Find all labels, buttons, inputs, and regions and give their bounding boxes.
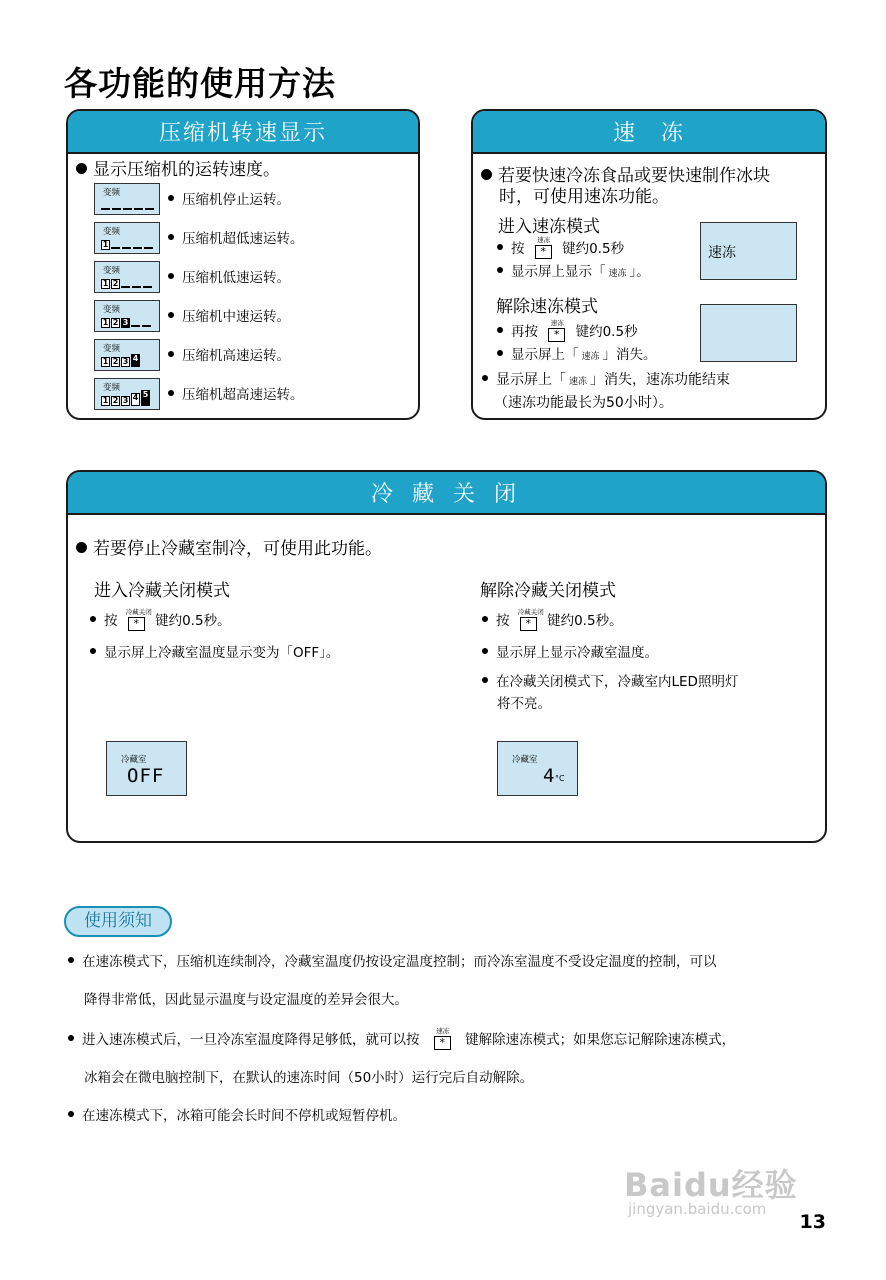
speed-block: 1 xyxy=(102,318,109,327)
enter-fridge-off-title: 进入冷藏关闭模式 xyxy=(94,581,230,601)
bullet-icon xyxy=(68,1111,74,1117)
speed-block: 3 xyxy=(122,318,129,327)
fridge-off-key-icon: 冷藏关闭 * xyxy=(125,608,152,630)
fridge-temp-lcd-unit: °C xyxy=(555,774,565,783)
bullet-icon xyxy=(168,351,174,357)
speed-lcd xyxy=(94,339,160,371)
bullet-icon xyxy=(90,616,96,622)
compressor-panel-header: 压缩机转速显示 xyxy=(68,111,418,154)
speed-dash xyxy=(123,208,132,210)
notice-item-1: 在速冻模式下，压缩机连续制冷，冷藏室温度仍按设定温度控制；而冷冻室温度不受设定温度的控制，可以 xyxy=(68,953,717,971)
exit-fridge-off-title: 解除冷藏关闭模式 xyxy=(480,581,616,601)
speed-dash xyxy=(143,286,152,288)
notice-item-2-line2: 冰箱会在微电脑控制下，在默认的速冻时间（50小时）运行完后自动解除。 xyxy=(84,1070,534,1086)
speed-description: 压缩机低速运转。 xyxy=(168,269,290,287)
speed-description: 压缩机超低速运转。 xyxy=(168,230,304,248)
quick-freeze-lead-line2: 时，可使用速冻功能。 xyxy=(499,187,669,207)
exit-fridge-off-press: 按 冷藏关闭 * 键约0.5秒。 xyxy=(482,612,623,631)
bullet-icon xyxy=(497,350,503,356)
speed-blocks xyxy=(101,208,156,211)
speed-lcd-label: 变频 xyxy=(103,383,121,393)
speed-dash xyxy=(132,286,141,288)
speed-block: 1 xyxy=(102,396,109,405)
exit-fridge-off-led-line2: 将不亮。 xyxy=(497,696,551,712)
enter-fridge-off-press: 按 冷藏关闭 * 键约0.5秒。 xyxy=(90,612,231,631)
fridge-off-lcd: 冷藏室 OFF xyxy=(106,741,187,796)
enter-quick-freeze-title: 进入速冻模式 xyxy=(498,217,600,237)
speed-block: 4 xyxy=(131,354,140,367)
notice-item-1-line2: 降得非常低，因此显示温度与设定温度的差异会很大。 xyxy=(84,992,408,1008)
notice-item-2: 进入速冻模式后，一旦冷冻室温度降得足够低，就可以按 速冻 * 键解除速冻模式；如果您忘记解除速冻模式， xyxy=(68,1031,735,1050)
quick-freeze-key-icon: 速冻 * xyxy=(548,328,565,342)
bullet-icon xyxy=(90,648,96,654)
bullet-icon xyxy=(482,375,488,381)
bullet-icon xyxy=(168,234,174,240)
speed-dash xyxy=(133,247,142,249)
fridge-off-key-icon: 冷藏关闭 * xyxy=(517,608,544,630)
speed-lcd xyxy=(94,300,160,332)
speed-dash xyxy=(111,247,120,249)
speed-blocks xyxy=(101,318,153,328)
speed-dash xyxy=(121,286,130,288)
speed-block: 2 xyxy=(112,279,119,288)
fridge-off-lead: 若要停止冷藏室制冷，可使用此功能。 xyxy=(76,538,382,560)
speed-dash xyxy=(144,247,153,249)
speed-description: 压缩机停止运转。 xyxy=(168,191,290,209)
quick-freeze-lcd-off xyxy=(700,304,797,362)
page-title: 各功能的使用方法 xyxy=(64,64,336,103)
bullet-icon xyxy=(497,267,503,273)
exit-quick-freeze-press: 再按 速冻 * 键约0.5秒 xyxy=(497,323,638,342)
speed-lcd xyxy=(94,183,160,215)
quick-freeze-lcd-text: 速冻 xyxy=(708,245,736,261)
speed-dash xyxy=(134,208,143,210)
quick-freeze-end-line2: （速冻功能最长为50小时）。 xyxy=(494,395,673,411)
speed-block: 1 xyxy=(102,279,109,288)
bullet-icon xyxy=(482,648,488,654)
quick-freeze-key-icon: 速冻 * xyxy=(434,1036,451,1050)
exit-fridge-off-led: 在冷藏关闭模式下，冷藏室内LED照明灯 xyxy=(482,673,738,691)
bullet-icon xyxy=(481,169,492,180)
speed-blocks xyxy=(101,240,155,250)
fridge-temp-lcd: 冷藏室 4 °C xyxy=(497,741,578,796)
speed-blocks xyxy=(101,279,154,289)
speed-block: 2 xyxy=(112,318,119,327)
exit-quick-freeze-display: 显示屏上「 速冻 」消失。 xyxy=(497,346,657,366)
speed-description: 压缩机中速运转。 xyxy=(168,308,290,326)
bullet-icon xyxy=(482,677,488,683)
compressor-lead: 显示压缩机的运转速度。 xyxy=(76,159,280,181)
speed-blocks xyxy=(101,390,151,406)
fridge-off-lcd-value: OFF xyxy=(127,765,165,787)
speed-dash xyxy=(131,325,140,327)
speed-dash xyxy=(145,208,154,210)
notice-item-3: 在速冻模式下，冰箱可能会长时间不停机或短暂停机。 xyxy=(68,1107,406,1125)
quick-freeze-lcd xyxy=(700,222,797,280)
page-number: 13 xyxy=(799,1211,826,1233)
speed-blocks xyxy=(101,354,141,367)
speed-lcd-label: 变频 xyxy=(103,266,121,276)
speed-block: 2 xyxy=(112,396,119,405)
bullet-icon xyxy=(76,163,87,174)
enter-fridge-off-display: 显示屏上冷藏室温度显示变为「OFF」。 xyxy=(90,644,339,662)
speed-lcd-label: 变频 xyxy=(103,305,121,315)
speed-dash xyxy=(101,208,110,210)
bullet-icon xyxy=(168,195,174,201)
bullet-icon xyxy=(482,616,488,622)
notice-badge: 使用须知 xyxy=(64,906,172,937)
quick-freeze-panel-header: 速 冻 xyxy=(473,111,825,154)
speed-description: 压缩机超高速运转。 xyxy=(168,386,304,404)
speed-block: 1 xyxy=(102,240,109,249)
fridge-temp-lcd-value: 4 xyxy=(543,765,555,787)
speed-lcd xyxy=(94,378,160,410)
speed-lcd-label: 变频 xyxy=(103,188,121,198)
watermark-url: jingyan.baidu.com xyxy=(628,1200,767,1218)
speed-lcd-label: 变频 xyxy=(103,227,121,237)
bullet-icon xyxy=(68,1035,74,1041)
bullet-icon xyxy=(76,542,87,553)
speed-dash xyxy=(112,208,121,210)
speed-block: 1 xyxy=(102,357,109,366)
watermark-brand: Baidu经验 xyxy=(624,1166,798,1204)
quick-freeze-key-icon: 速冻 * xyxy=(535,245,552,259)
exit-fridge-off-display: 显示屏上显示冷藏室温度。 xyxy=(482,644,658,662)
speed-lcd xyxy=(94,261,160,293)
exit-quick-freeze-title: 解除速冻模式 xyxy=(496,297,598,317)
fridge-off-panel-header: 冷 藏 关 闭 xyxy=(68,472,825,515)
bullet-icon xyxy=(68,957,74,963)
bullet-icon xyxy=(497,327,503,333)
speed-block: 3 xyxy=(122,396,129,405)
speed-dash xyxy=(122,247,131,249)
speed-lcd xyxy=(94,222,160,254)
bullet-icon xyxy=(497,244,503,250)
speed-dash xyxy=(142,325,151,327)
speed-description: 压缩机高速运转。 xyxy=(168,347,290,365)
quick-freeze-end: 显示屏上「 速冻 」消失，速冻功能结束 xyxy=(482,371,730,391)
speed-block: 4 xyxy=(131,393,140,406)
speed-block: 5 xyxy=(141,390,150,406)
speed-block: 2 xyxy=(112,357,119,366)
bullet-icon xyxy=(168,312,174,318)
bullet-icon xyxy=(168,273,174,279)
speed-lcd-label: 变频 xyxy=(103,344,121,354)
enter-quick-freeze-display: 显示屏上显示「 速冻 」。 xyxy=(497,263,650,283)
bullet-icon xyxy=(168,390,174,396)
speed-block: 3 xyxy=(122,357,129,366)
enter-quick-freeze-press: 按 速冻 * 键约0.5秒 xyxy=(497,240,624,259)
quick-freeze-lead: 若要快速冷冻食品或要快速制作冰块 xyxy=(481,165,770,187)
